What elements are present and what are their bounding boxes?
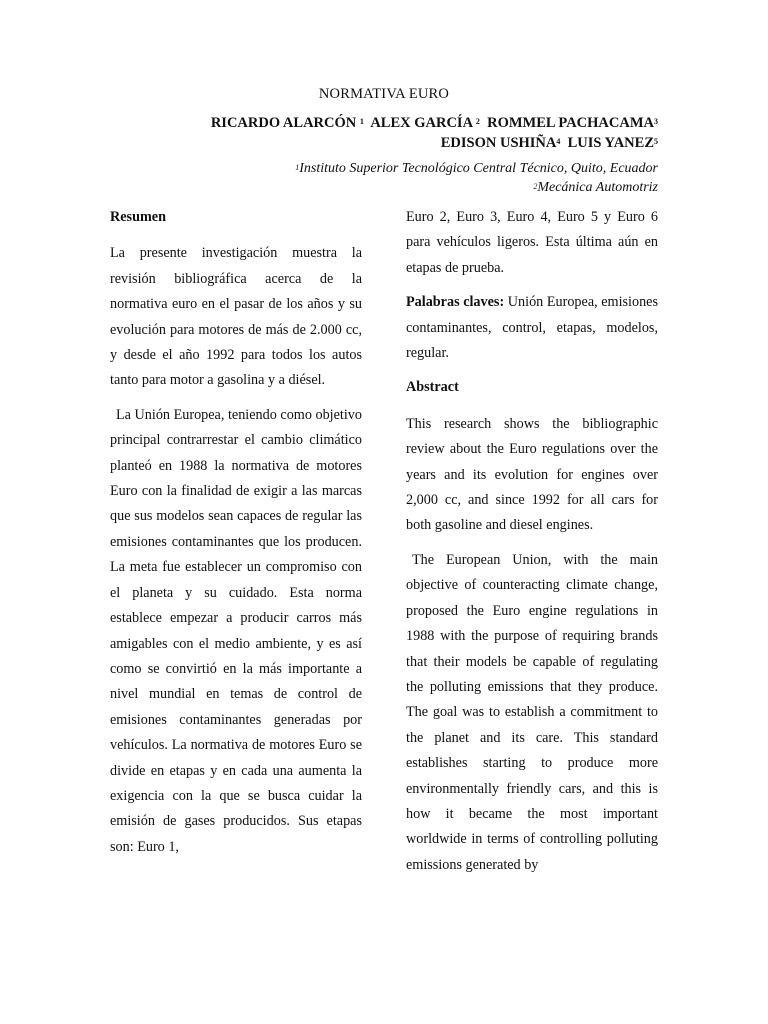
affiliations: [295, 159, 658, 197]
affiliation-text: Instituto Superior Tecnológico Central Técnico, Quito, Ecuador: [299, 161, 658, 176]
author-name: ALEX GARCÍA: [370, 115, 473, 131]
resumen-heading: Resumen: [110, 209, 166, 225]
author-line-1: [211, 113, 658, 133]
author-sup: 5: [654, 137, 658, 146]
author-list: [211, 113, 658, 153]
author-name: EDISON USHIÑA: [440, 135, 557, 151]
author-3: [487, 115, 658, 131]
resumen-paragraph-2: La Unión Europea, teniendo como objetivo principal contrarrestar el cambio climático planteó en 1988 la normativa de motores Euro con la finalidad de exigir a las marcas que sus modelos sean capaces de regular las emisiones contaminantes que los producen. La meta fue establecer un compromiso con el planeta y su cuidado. Esta norma establece empezar a producir carros más amigables con el medio ambiente, y es así como se convirtió en la más importante a nivel mundial en temas de control de emisiones contaminantes generadas por vehículos. La normativa de motores Euro se divide en etapas y en cada una aumenta la exigencia con la que se busca cuidar la emisión de gases producidos. Sus etapas son: Euro 1,: [110, 406, 362, 855]
affiliation-2: [295, 178, 658, 197]
author-5: [568, 135, 658, 151]
abstract-heading: Abstract: [406, 379, 459, 396]
paper-title: NORMATIVA EURO: [318, 86, 450, 102]
author-sup: 2: [475, 117, 480, 126]
author-2: [370, 115, 480, 131]
abstract-paragraph-1: This research shows the bibliographic review about the Euro regulations over the years and its evolution for engines over 2,000 cc, and since 1992 for all cars for both gasoline and diesel engines.: [406, 415, 658, 534]
author-sup: 3: [654, 117, 658, 126]
resumen-paragraph-1: La presente investigación muestra la revisión bibliográfica acerca de la normativa euro en el pasar de los años y su evolución para motores de más de 2.000 cc, y desde el año 1992 para todos los autos tanto para motor a gasolina y a diésel.: [110, 245, 362, 389]
affiliation-text: Mecánica Automotriz: [537, 180, 658, 195]
keywords: [406, 290, 658, 366]
affiliation-sup: 1: [295, 163, 300, 172]
author-4: [441, 135, 561, 151]
right-column: [406, 205, 658, 887]
author-1: [211, 115, 364, 131]
author-sup: 1: [359, 117, 364, 126]
left-column: [110, 205, 362, 869]
keywords-text: Unión Europea, emisiones contaminantes, control, etapas, modelos, regular.: [406, 294, 659, 362]
abstract-paragraph-2: The European Union, with the main objective of counteracting climate change, proposed the Euro engine regulations in 1988 with the purpose of requiring brands that their models be capable of regulating the polluting emissions that they produce. The goal was to establish a commitment to the planet and its care. This standard establishes starting to produce more environmentally friendly cars, and this is how it became the most important worldwide in terms of controlling polluting emissions generated by: [406, 551, 658, 873]
author-line-2: [211, 133, 658, 153]
resumen-continuation: Euro 2, Euro 3, Euro 4, Euro 5 y Euro 6 para vehículos ligeros. Esta última aún en etapas de prueba.: [406, 209, 658, 276]
author-sup: 4: [556, 137, 561, 146]
author-name: LUIS YANEZ: [567, 135, 654, 151]
affiliation-1: [295, 159, 658, 178]
keywords-label: Palabras claves:: [406, 294, 505, 311]
author-name: ROMMEL PACHACAMA: [487, 115, 654, 131]
affiliation-sup: 2: [533, 182, 538, 191]
author-name: RICARDO ALARCÓN: [210, 115, 357, 131]
